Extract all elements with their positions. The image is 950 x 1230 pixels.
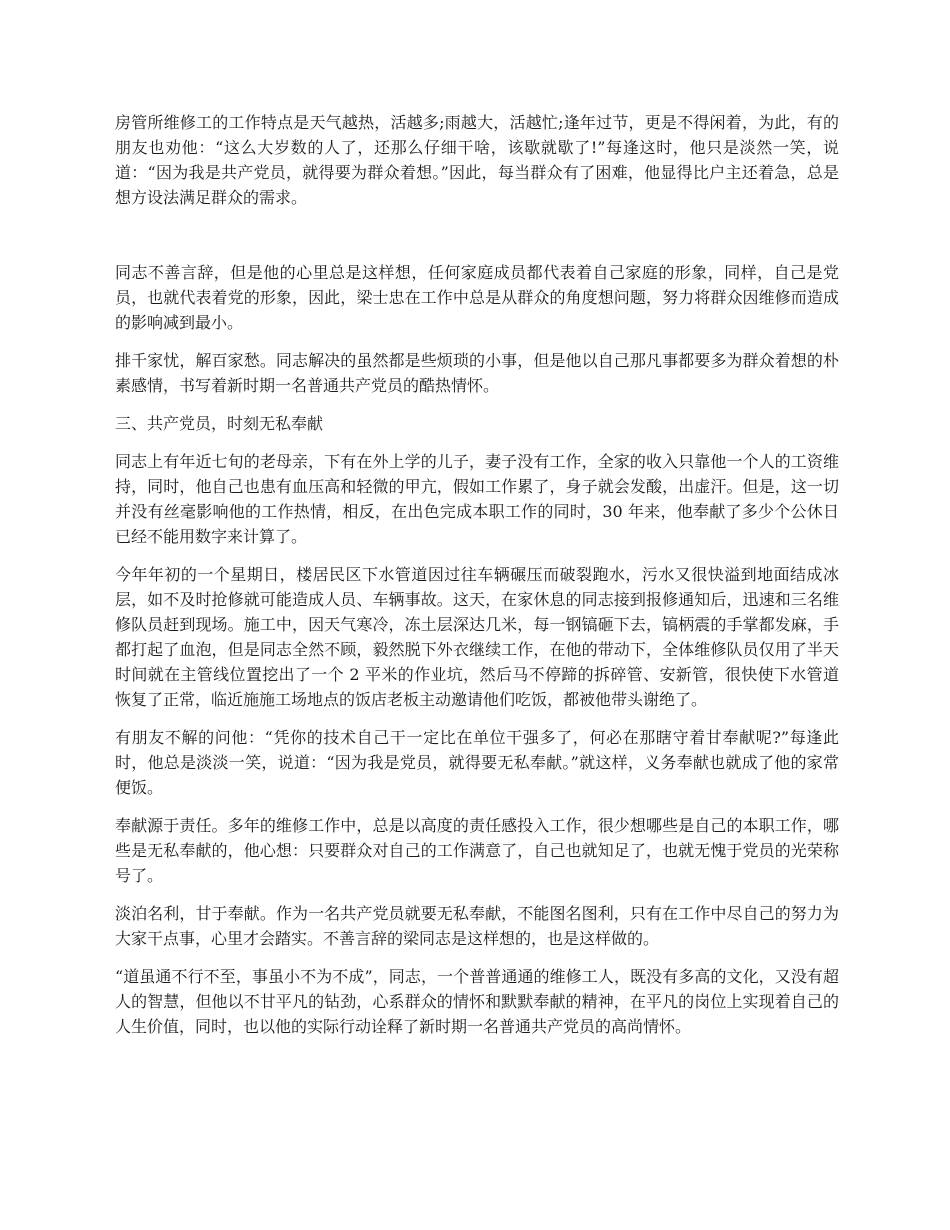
paragraph-5: 今年年初的一个星期日，楼居民区下水管道因过往车辆碾压而破裂跑水，污水又很快溢到地面结成冰层，如不及时抢修就可能造成人员、车辆事故。这天，在家休息的同志接到报修通知后，迅速和三名维修队员赶到现场。施工中，因天气寒冷，冻土层深达几米，每一钢镐砸下去，镐柄震的手掌都发麻，手都打起了血泡，但是同志全然不顾，毅然脱下外衣继续工作，在他的带动下，全体维修队员仅用了半天时间就在主管线位置挖出了一个 2 平米的作业坑，然后马不停蹄的拆碎管、安新管，很快使下水管道恢复了正常，临近施施工场地点的饭店老板主动邀请他们吃饭，都被他带头谢绝了。 [115,565,839,709]
paragraph-6: 有朋友不解的问他：“凭你的技术自己干一定比在单位干强多了，何必在那瞎守着甘奉献呢?”每逢此时，他总是淡淡一笑，说道：“因为我是党员，就得要无私奉献。”就这样，义务奉献也就成了他的家常便饭。 [115,728,839,797]
paragraph-2: 同志不善言辞，但是他的心里总是这样想，任何家庭成员都代表着自己家庭的形象，同样，自己是党员，也就代表着党的形象，因此，梁士忠在工作中总是从群众的角度想问题，努力将群众因维修而造成的影响减到最小。 [115,263,839,332]
paragraph-9: “道虽通不行不至，事虽小不为不成”，同志，一个普普通通的维修工人，既没有多高的文化，又没有超人的智慧，但他以不甘平凡的钻劲，心系群众的情怀和默默奉献的精神，在平凡的岗位上实现着自己的人生价值，同时，也以他的实际行动诠释了新时期一名普通共产党员的高尚情怀。 [115,967,839,1036]
paragraph-1: 房管所维修工的工作特点是天气越热，活越多;雨越大，活越忙;逢年过节，更是不得闲着，为此，有的朋友也劝他：“这么大岁数的人了，还那么仔细干啥，该歇就歇了!”每逢这时，他只是淡然一笑，说道：“因为我是共产党员，就得要为群众着想。”因此，每当群众有了困难，他显得比户主还着急，总是想方设法满足群众的需求。 [115,113,839,207]
paragraph-8: 淡泊名利，甘于奉献。作为一名共产党员就要无私奉献，不能图名图利，只有在工作中尽自己的努力为大家干点事，心里才会踏实。不善言辞的梁同志是这样想的，也是这样做的。 [115,904,839,948]
paragraph-3: 排千家忧，解百家愁。同志解决的虽然都是些烦琐的小事，但是他以自己那凡事都要多为群众着想的朴素感情，书写着新时期一名普通共产党员的酷热情怀。 [115,351,839,395]
document-body [115,110,839,1052]
section-heading: 三、共产党员，时刻无私奉献 [115,414,324,433]
paragraph-7: 奉献源于责任。多年的维修工作中，总是以高度的责任感投入工作，很少想哪些是自己的本职工作，哪些是无私奉献的，他心想：只要群众对自己的工作满意了，自己也就知足了，也就无愧于党员的光荣称号了。 [115,816,839,885]
paragraph-4: 同志上有年近七旬的老母亲，下有在外上学的儿子，妻子没有工作，全家的收入只靠他一个人的工资维持，同时，他自己也患有血压高和轻微的甲亢，假如工作累了，身子就会发酸，出虚汗。但是，这一切并没有丝毫影响他的工作热情，相反，在出色完成本职工作的同时，30 年来，他奉献了多少个公休日已经不能用数字来计算了。 [115,452,839,546]
